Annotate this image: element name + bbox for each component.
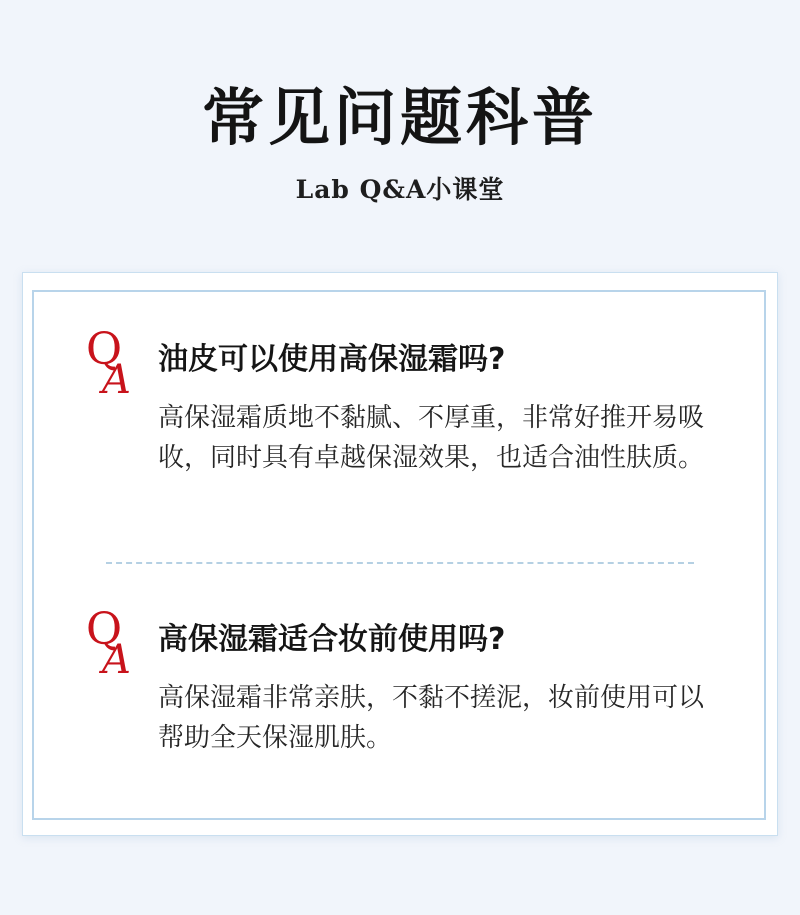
qa-icon: [84, 324, 144, 410]
qa-icon-q: Q: [86, 324, 123, 375]
qa-icon-a: A: [102, 637, 131, 683]
qa-icon: [84, 604, 144, 690]
page-subtitle: Lab Q&A小课堂: [295, 175, 505, 204]
qa-question-2: 高保湿霜适合妆前使用吗?: [158, 622, 506, 657]
qa-answer-2: 高保湿霜非常亲肤，不黏不搓泥，妆前使用可以帮助全天保湿肌肤。: [158, 683, 705, 753]
qa-question-1: 油皮可以使用高保湿霜吗?: [158, 342, 506, 377]
qa-divider: [106, 562, 694, 564]
qa-icon-q: Q: [86, 604, 123, 655]
qa-answer-1: 高保湿霜质地不黏腻、不厚重，非常好推开易吸收，同时具有卓越保湿效果，也适合油性肤质。: [158, 403, 705, 473]
page-title: 常见问题科普: [201, 81, 598, 154]
qa-icon-a: A: [102, 357, 131, 403]
